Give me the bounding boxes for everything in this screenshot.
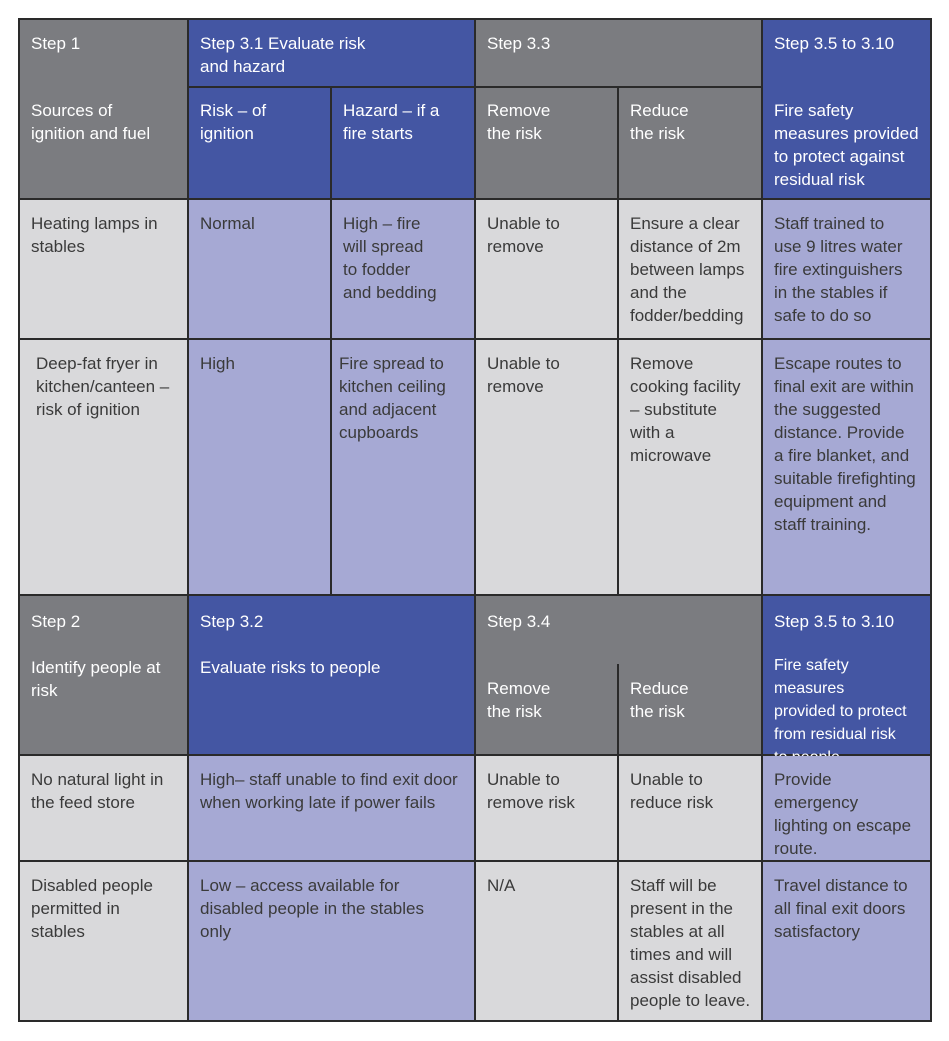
people-cell: Disabled people permitted in stables [20, 862, 187, 1020]
remove-cell: Unable to remove [476, 340, 617, 594]
step32-description: Evaluate risks to people [200, 658, 381, 677]
residual-risk-people-header: Fire safety measures provided to protect from residual risk [774, 657, 907, 743]
reduce-cell: Ensure a clear distance of 2m between lamps and the fodder/bedding [619, 200, 761, 338]
step2-heading [20, 596, 187, 754]
remove-cell: Unable to remove [476, 200, 617, 338]
source-cell: Deep-fat fryer in kitchen/canteen – risk of ignition [20, 340, 187, 594]
hazard-cell: High – fire will spread to fodder and bedding [332, 200, 474, 338]
step32-label: Step 3.2 [200, 612, 264, 631]
reduce-cell: Unable to reduce risk [619, 756, 761, 860]
measures-cell: Provide emergency lighting on escape route. [763, 756, 930, 860]
step2-label: Step 2 [31, 612, 81, 631]
reduce-risk-header: Reduce the risk [619, 664, 761, 754]
step1-label: Step 1 [31, 34, 81, 53]
step35-heading [763, 596, 930, 754]
evaluate-cell: Low – access available for disabled people in the stables only [189, 862, 474, 1020]
step35-label: Step 3.5 to 3.10 [774, 612, 895, 631]
step1-description: Sources of ignition and fuel [20, 86, 187, 198]
step33-heading: Step 3.3 [476, 20, 761, 86]
reduce-risk-header: Reduce the risk [619, 88, 761, 198]
step31-heading: Step 3.1 Evaluate risk and hazard [189, 20, 474, 86]
risk-cell: High [189, 340, 330, 594]
step35-heading: Step 3.5 to 3.10 [763, 20, 930, 86]
remove-risk-header: Remove the risk [476, 88, 617, 198]
source-cell: Heating lamps in stables [20, 200, 187, 338]
hazard-header: Hazard – if a fire starts [332, 88, 474, 198]
step1-heading [20, 20, 187, 86]
remove-cell: N/A [476, 862, 617, 1020]
reduce-cell: Staff will be present in the stables at all times and will assist disabled people to leave. [619, 862, 761, 1020]
step32-heading [189, 596, 474, 754]
hazard-cell: Fire spread to kitchen ceiling and adjacent cupboards [332, 340, 474, 594]
remove-risk-header: Remove the risk [476, 664, 617, 754]
measures-cell: Travel distance to all final exit doors satisfactory [763, 862, 930, 1020]
people-cell: No natural light in the feed store [20, 756, 187, 860]
reduce-cell: Remove cooking facility – substitute with a microwave [619, 340, 761, 594]
risk-assessment-table [18, 18, 932, 1022]
measures-cell: Escape routes to final exit are within the suggested distance. Provide a fire blanket, and suitable firefighting equipment and staff training. [763, 340, 930, 594]
remove-cell: Unable to remove risk [476, 756, 617, 860]
risk-cell: Normal [189, 200, 330, 338]
step2-description: Identify people at risk [31, 658, 161, 700]
evaluate-cell: High– staff unable to find exit door when working late if power fails [189, 756, 474, 860]
risk-of-ignition-header: Risk – of ignition [189, 88, 330, 198]
residual-risk-measures-header: Fire safety measures provided to protect against residual risk [763, 86, 930, 198]
measures-cell: Staff trained to use 9 litres water fire extinguishers in the stables if safe to do so [763, 200, 930, 338]
step34-heading: Step 3.4 [476, 596, 761, 664]
